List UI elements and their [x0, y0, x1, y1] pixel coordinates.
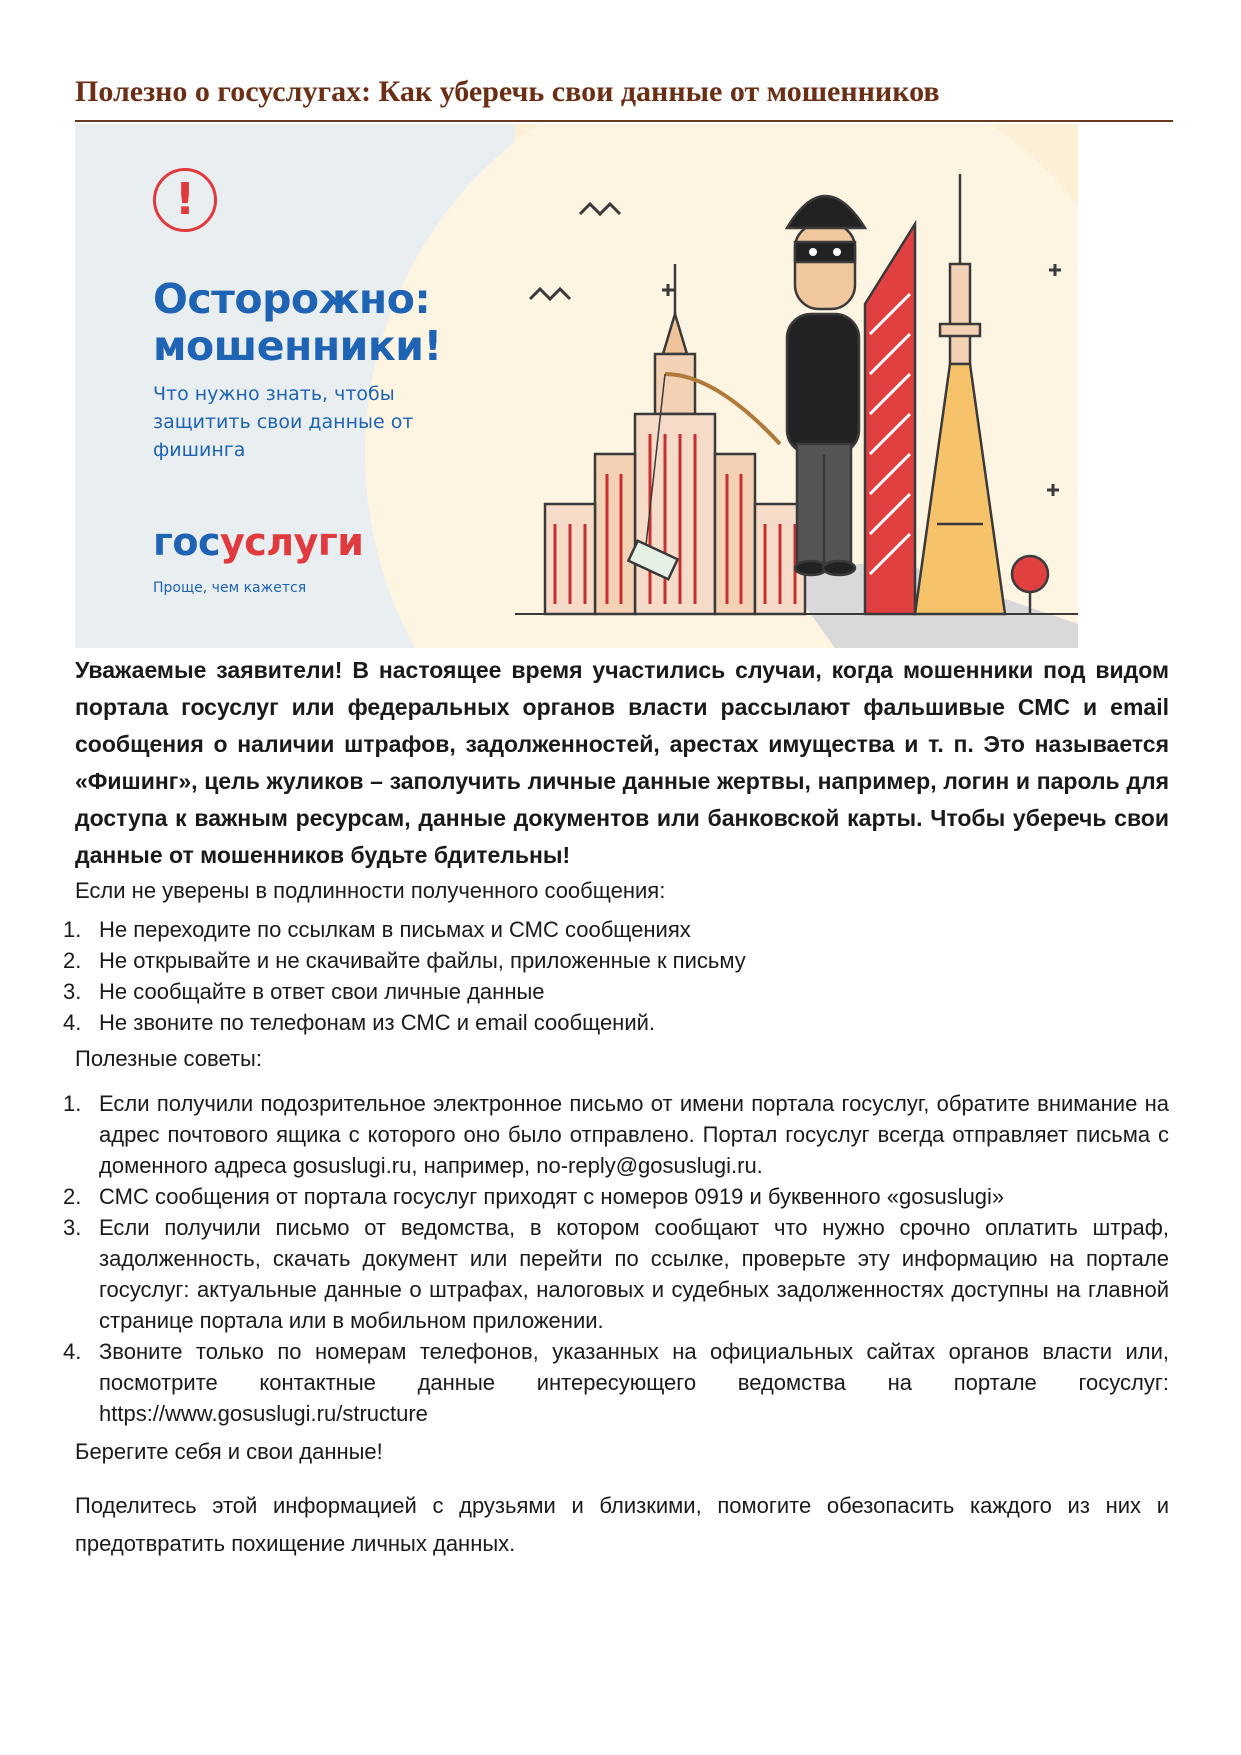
list-item: 4. Не звоните по телефонам из СМС и email сообщений.	[63, 1010, 656, 1035]
rules-list	[63, 914, 1169, 1038]
brand-tagline: Проще, чем кажется	[153, 580, 307, 596]
banner-headline: Осторожно: мошенники!	[153, 275, 442, 370]
banner-image	[75, 124, 1078, 648]
banner-subheadline: Что нужно знать, чтобы защитить свои данные от фишинга	[153, 383, 414, 461]
list-item: 1. Если получили подозрительное электронное письмо от имени портала госуслуг, обратите внимание на адрес почтового ящика с которого оно было отправлено. Портал госуслуг всегда отправляет письма с доменного адреса gosuslugi.ru, например, no-reply@gosuslugi.ru.	[63, 1091, 1169, 1178]
list-item: 3. Если получили письмо от ведомства, в котором сообщают что нужно срочно оплатить штраф, задолженность, скачать документ или перейти по ссылке, проверьте эту информацию на портале госуслуг: актуальные данные о штрафах, налоговых и судебных задолженностях доступны на главной странице портала или в мобильном приложении.	[63, 1215, 1169, 1333]
list-item: 4. Звоните только по номерам телефонов, указанных на официальных сайтах органов власти или, посмотрите контактные данные интересующего ведомства на портале госуслуг: https://www.gosuslugi.ru/structure	[63, 1339, 1169, 1426]
tips-label: Полезные советы:	[75, 1046, 262, 1071]
if-unsure-label: Если не уверены в подлинности полученного сообщения:	[75, 878, 666, 903]
intro-paragraph: Уважаемые заявители! В настоящее время участились случаи, когда мошенники под видом портала госуслуг или федеральных органов власти рассылают фальшивые СМС и email сообщения о наличии штрафов, задолженностей, арестах имущества и т. п. Это называется «Фишинг», цель жуликов – заполучить личные данные жертвы, например, логин и пароль для доступа к важным ресурсам, данные документов или банковской карты. Чтобы уберечь свои данные от мошенников будьте бдительны!	[75, 657, 1169, 868]
warning-icon: !	[153, 168, 217, 232]
list-item: 3. Не сообщайте в ответ свои личные данные	[63, 979, 545, 1004]
list-item: 1. Не переходите по ссылкам в письмах и СМС сообщениях	[63, 917, 691, 942]
share-paragraph: Поделитесь этой информацией с друзьями и близкими, помогите обезопасить каждого из них и предотвратить похищение личных данных.	[75, 1493, 1169, 1556]
article-body	[63, 652, 1169, 1563]
gosuslugi-logo: госуслуги	[153, 520, 364, 564]
tips-list	[63, 1088, 1169, 1429]
closing-line: Берегите себя и свои данные!	[75, 1439, 383, 1464]
title-divider	[75, 120, 1173, 122]
page-title: Полезно о госуслугах: Как уберечь свои данные от мошенников	[75, 75, 940, 108]
list-item: 2. Не открывайте и не скачивайте файлы, приложенные к письму	[63, 948, 746, 973]
banner-text	[75, 124, 515, 648]
list-item: 2. СМС сообщения от портала госуслуг приходят с номеров 0919 и буквенного «gosuslugi»	[63, 1184, 1005, 1209]
